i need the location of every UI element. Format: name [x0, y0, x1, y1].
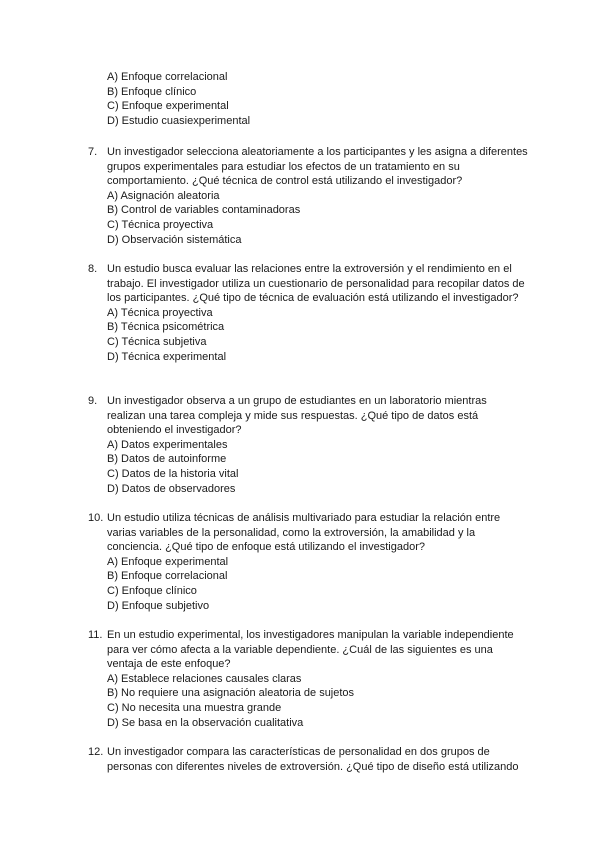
- question-number: 12.: [88, 746, 104, 758]
- continued-options: [107, 70, 250, 128]
- question-number: 7.: [88, 146, 98, 158]
- option-c: C) Datos de la historia vital: [107, 467, 239, 480]
- question-stem: [88, 628, 528, 672]
- option-d: D) Observación sistemática: [107, 233, 242, 246]
- option-b: B) Técnica psicométrica: [107, 321, 225, 334]
- option-d: D) Enfoque subjetivo: [107, 599, 210, 612]
- question-text: Un estudio utiliza técnicas de análisis multivariado para estudiar la relación entre varias variables de la personalidad, como la extroversión, la amabilidad y la conciencia. ¿Qué tipo de enfoque está utilizando el investigador?: [107, 512, 501, 554]
- option-a: A) Establece relaciones causales claras: [107, 672, 302, 685]
- option-d: D) Se basa en la observación cualitativa: [107, 716, 304, 729]
- option-a: A) Enfoque correlacional: [107, 71, 228, 83]
- question-stem: [88, 145, 528, 189]
- question-stem: [88, 511, 528, 555]
- option-a: A) Asignación aleatoria: [107, 189, 220, 202]
- question-text: Un investigador observa a un grupo de estudiantes en un laboratorio mientras realizan una tarea compleja y mide sus respuestas. ¿Qué tipo de datos está obteniendo el investigador?: [107, 395, 487, 437]
- option-b: B) No requiere una asignación aleatoria de sujetos: [107, 687, 355, 700]
- option-b: B) Enfoque correlacional: [107, 570, 228, 583]
- question-number: 10.: [88, 512, 104, 524]
- option-d: D) Técnica experimental: [107, 350, 227, 363]
- question-stem: [88, 394, 528, 438]
- question-text: Un investigador selecciona aleatoriamente a los participantes y les asigna a diferentes grupos experimentales para estudiar los efectos de un tratamiento en su comportamiento. ¿Qué técnica de control está utilizando el investigador?: [107, 146, 528, 188]
- question-9: [88, 394, 528, 496]
- option-c: C) Técnica proyectiva: [107, 218, 214, 231]
- question-8: [88, 262, 528, 364]
- option-a: A) Enfoque experimental: [107, 555, 229, 568]
- option-d: D) Datos de observadores: [107, 482, 236, 495]
- question-number: 8.: [88, 263, 98, 275]
- question-text: Un estudio busca evaluar las relaciones entre la extroversión y el rendimiento en el trabajo. El investigador utiliza un cuestionario de personalidad para recopilar datos de los participantes. ¿Qué tipo de técnica de evaluación está utilizando el investigador?: [107, 263, 525, 305]
- option-c: C) Técnica subjetiva: [107, 335, 207, 348]
- option-c: C) Enfoque clínico: [107, 584, 197, 597]
- option-d: D) Estudio cuasiexperimental: [107, 114, 251, 127]
- question-stem: [88, 262, 528, 306]
- option-a: A) Datos experimentales: [107, 438, 228, 451]
- question-number: 9.: [88, 395, 98, 407]
- option-c: C) No necesita una muestra grande: [107, 701, 282, 714]
- option-c: C) Enfoque experimental: [107, 100, 229, 113]
- option-a: A) Técnica proyectiva: [107, 306, 213, 319]
- question-text: En un estudio experimental, los investigadores manipulan la variable independiente para ver cómo afecta a la variable dependiente. ¿Cuál de las siguientes es una ventaja de este enfoque?: [107, 629, 514, 671]
- question-stem: [88, 745, 528, 774]
- option-b: B) Datos de autoinforme: [107, 453, 227, 466]
- option-b: B) Enfoque clínico: [107, 85, 197, 98]
- question-11: [88, 628, 528, 730]
- option-b: B) Control de variables contaminadoras: [107, 204, 301, 217]
- question-7: [88, 145, 528, 247]
- question-text: Un investigador compara las características de personalidad en dos grupos de personas con diferentes niveles de extroversión. ¿Qué tipo de diseño está utilizando: [107, 746, 519, 773]
- question-12: [88, 745, 528, 774]
- question-number: 11.: [88, 629, 103, 641]
- question-10: [88, 511, 528, 613]
